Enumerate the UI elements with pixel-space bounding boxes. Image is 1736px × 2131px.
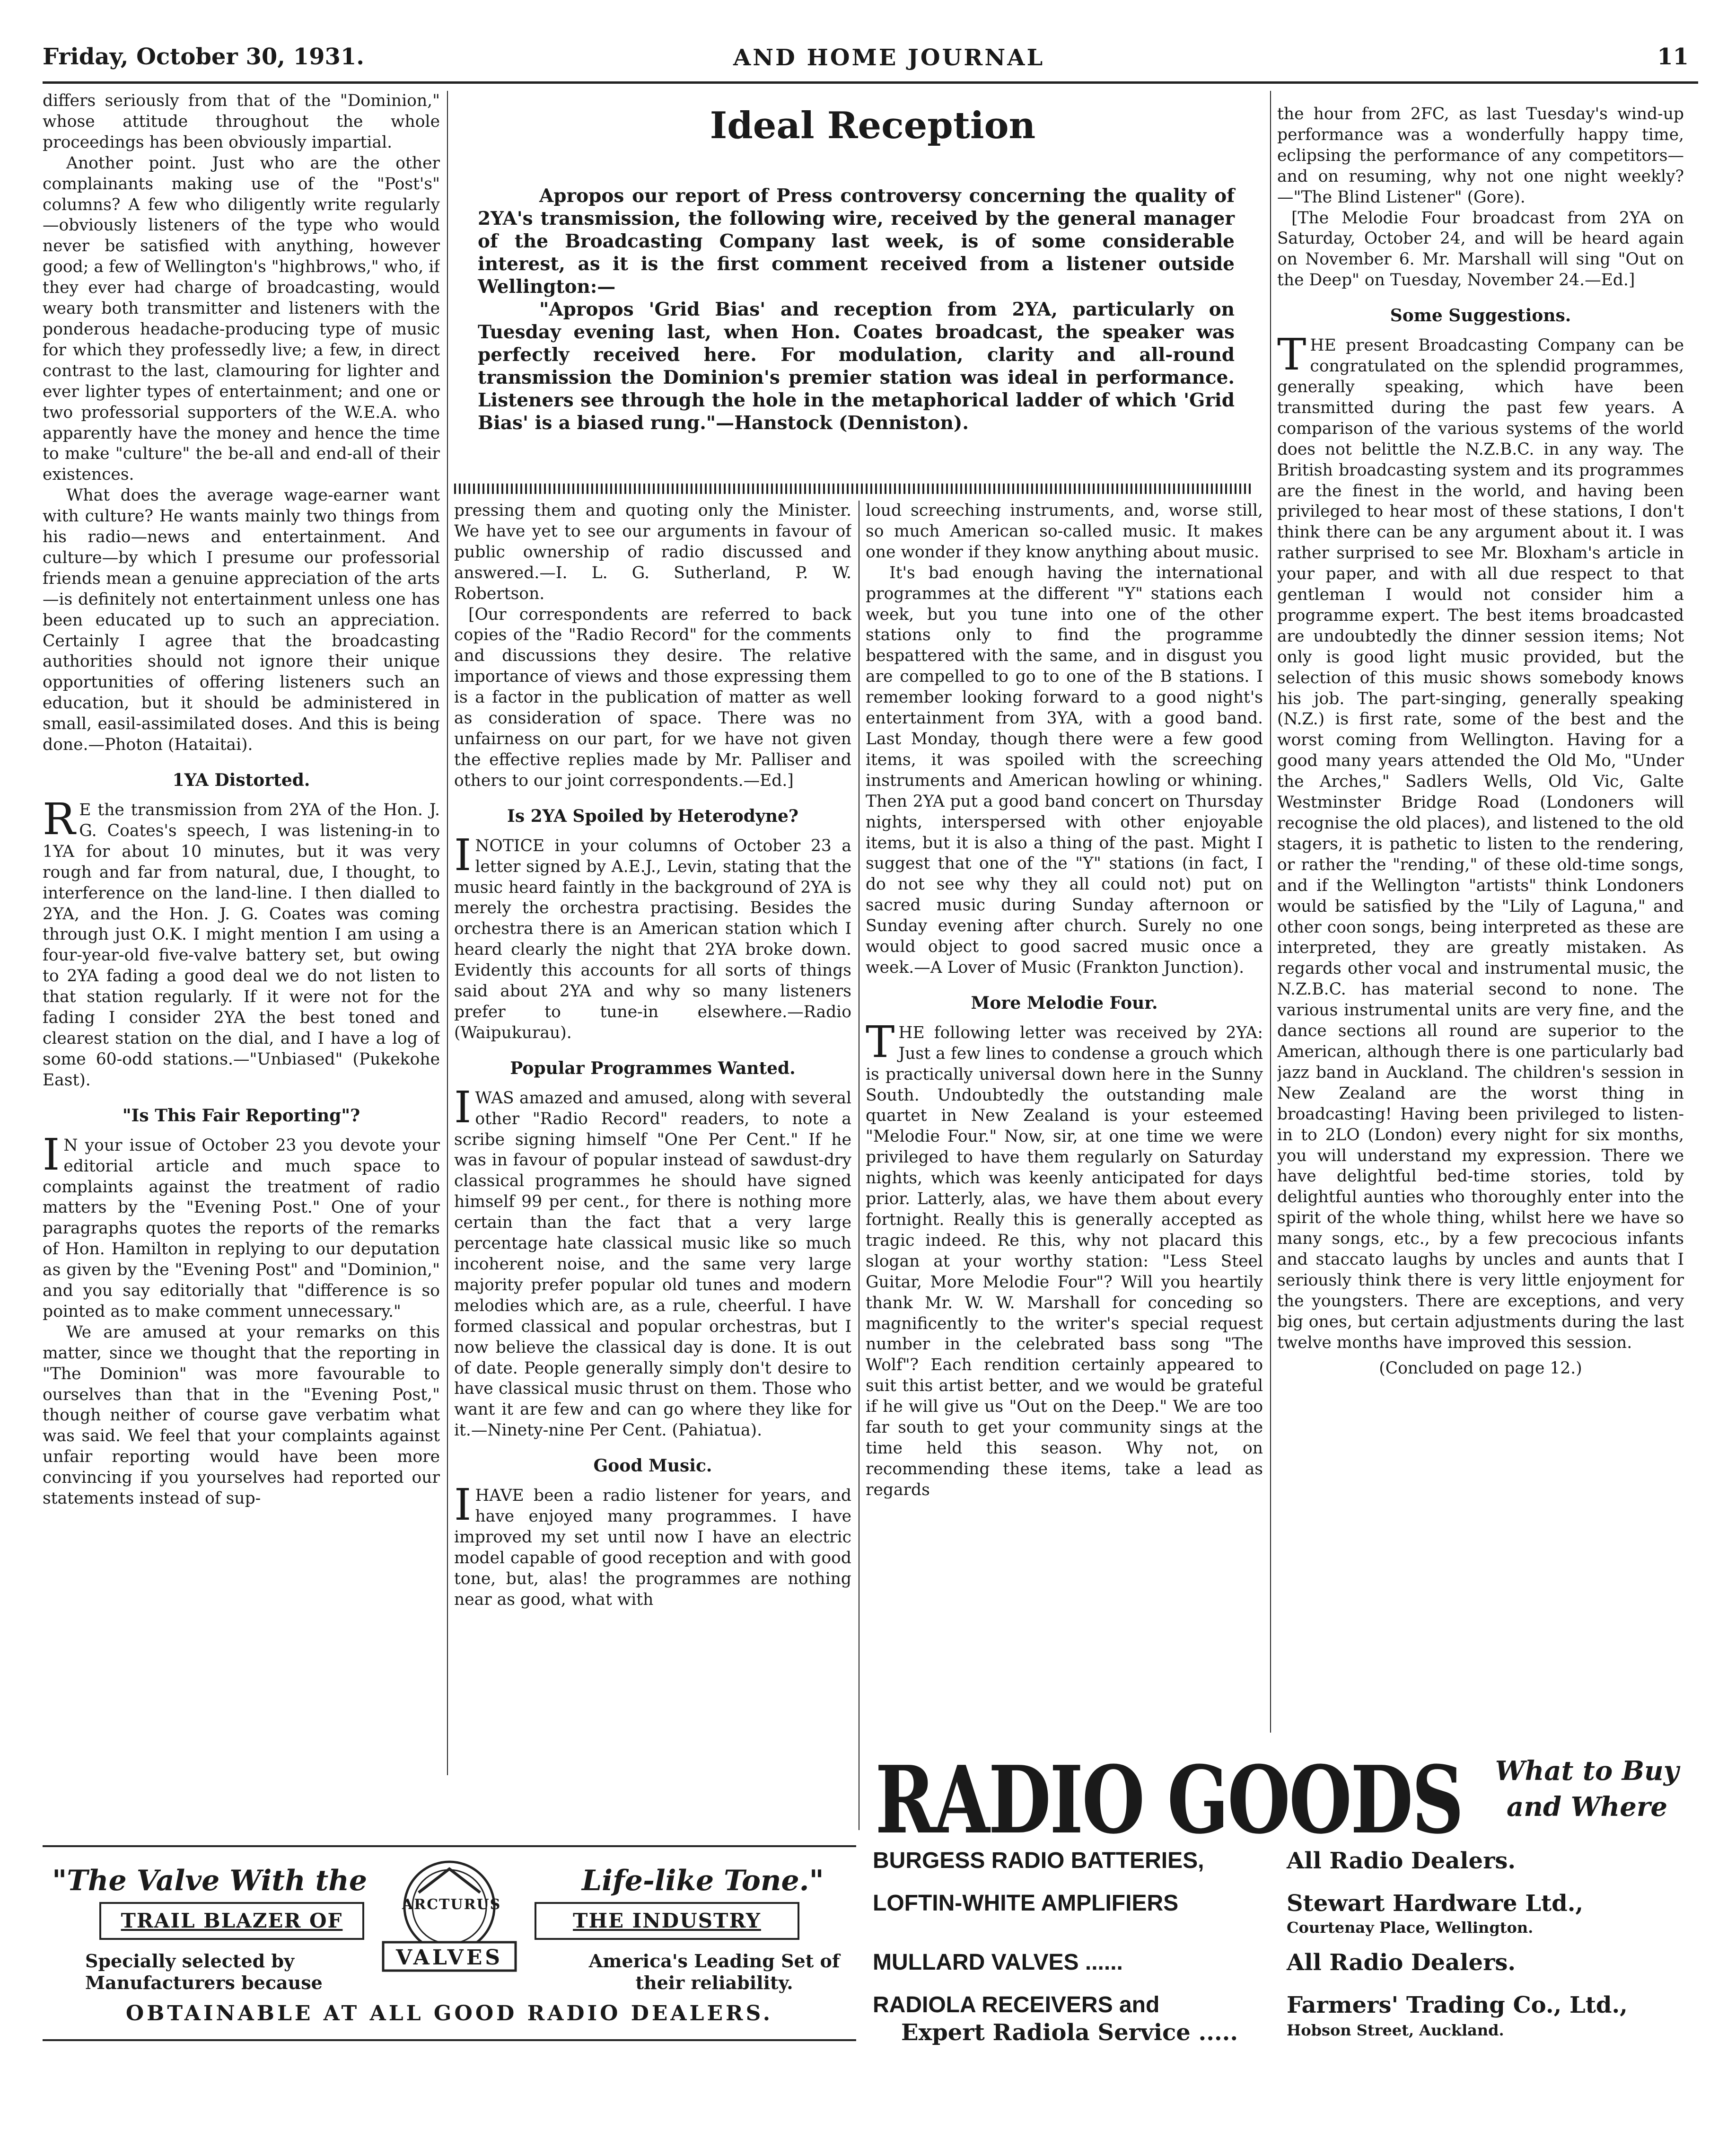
- ad-row-product: RADIOLA RECEIVERS and: [873, 1992, 1160, 2017]
- col1-paragraph: R E the transmission from 2YA of the Hon. J. G. Coates's speech, I was listening-in to 1YA for about 10 minutes, but it was very rough and far from natural, due, I thought, to interference on the land-line. I then dialled to 2YA, and the Hon. J. G. Coates was coming through just O.K. I might mention I am using a four-year-old five-valve battery set, but owing to 2YA fading a good deal we do not listen to that station regularly. If it were not for the fading I consider 2YA the best toned and clearest station on the dial, and I have a log of some 60-odd stations.—"Unbiased" (Pukekohe East).: [43, 794, 440, 1090]
- ad-arcturus: [43, 1845, 856, 2044]
- column-divider: [1270, 91, 1271, 1733]
- header-page-number: 11: [1657, 44, 1689, 70]
- column-4: [1277, 104, 1684, 1732]
- ad-bottom-rule: [43, 2039, 856, 2041]
- header-rule: [43, 81, 1698, 84]
- ad-row-address: Hobson Street, Auckland.: [1287, 2021, 1504, 2039]
- col1-paragraph: What does the average wage-earner want with culture? He wants mainly two things from his radio—news and entertainment. And culture—by which I presume our professorial friends mean a genuine appreciation of the arts—is definitely not entertainment unless one has been educated up to such an appreciation. Certainly I agree that the broadcasting authorities should not ignore their unique opportunities of offering listeners such an education, but it should be administered in small, easil-assimilated doses. And this is being done.—Photon (Hataitai).: [43, 486, 440, 755]
- drop-cap: I: [454, 1479, 472, 1531]
- section-heading-heterodyne: Is 2YA Spoiled by Heterodyne?: [507, 806, 798, 826]
- ad-banner-right: THE INDUSTRY: [535, 1902, 799, 1940]
- ad-footer: OBTAINABLE AT ALL GOOD RADIO DEALERS.: [125, 2001, 773, 2025]
- ad-row-product-2: Expert Radiola Service .....: [901, 2019, 1238, 2046]
- ad-left-text: Specially selected by Manufacturers because: [85, 1950, 323, 1993]
- section-heading-fair-reporting: "Is This Fair Reporting"?: [122, 1105, 360, 1126]
- drop-cap: R: [43, 794, 76, 845]
- col3-paragraph: loud screeching instruments, and, worse still, so much American so-called music. It makes one wonder if they know anything about music.: [866, 501, 1263, 562]
- arcturus-logo-top: ARCTURUS: [402, 1896, 501, 1913]
- column-3: [866, 501, 1263, 1731]
- drop-cap: I: [454, 1082, 472, 1133]
- dotted-divider: [454, 484, 1254, 494]
- col2-editor-note: [Our correspondents are referred to back copies of the "Radio Record" for the comments and discussions they desire. The relative importance of views and those expressing them is a factor in the publication of matter as well as consideration of space. There was no unfairness on our part, for we have not given the effective replies made by Mr. Palliser and others to our joint correspondents.—Ed.]: [454, 605, 851, 790]
- drop-cap: T: [1277, 329, 1306, 380]
- col1-paragraph: Another point. Just who are the other complainants making use of the "Post's" columns? A few who diligently write regularly—obviously listeners of the type who would never be satisfied with anything, however good; a few of Wellington's "highbrows," who, if they ever had charge of broadcasting, would weary both transmitter and listeners with the ponderous headache-producing type of music for which they professedly live; a few, in direct contrast to the last, clamouring for lighter and ever lighter types of entertainment; and one or two professorial supporters of the W.E.A. who apparently have the money and hence the time to make "culture" the be-all and end-all of their existences.: [43, 153, 440, 484]
- arcturus-logo-bottom: VALVES: [395, 1946, 503, 1970]
- col1-paragraph: I N your issue of October 23 you devote your editorial article and much space to complaints against the treatment of radio matters by the "Evening Post." One of your paragraphs quotes the reports of the remarks of Hon. Hamilton in replying to our deputation as given by the "Evening Post" and "Dominion," and you say editorially that "difference is so pointed as to make comment unnecessary.": [43, 1129, 440, 1321]
- section-heading-some-suggestions: Some Suggestions.: [1390, 306, 1571, 326]
- page-header: [43, 34, 1698, 81]
- drop-cap: I: [43, 1129, 60, 1180]
- header-date: Friday, October 30, 1931.: [43, 44, 364, 70]
- ad-row-address: Courtenay Place, Wellington.: [1287, 1919, 1534, 1937]
- col4-paragraph: THE present Broadcasting Company can be congratulated on the splendid programmes, generally speaking, which have been transmitted during the past few years. A comparison of the various systems of the world does not belittle the N.Z.B.C. in any way. The British broadcasting system and its programmes are the finest in the world, and having been privileged to hear most of these stations, I don't think there can be any argument about it. I was rather surprised to see Mr. Bloxham's article in your paper, and with all due respect to that gentleman I would not consider him a programme expert. The best items broadcasted are undoubtedly the dinner session items; Not only is good light music provided, but the selection of this music shows somebody knows his job. The part-singing, generally speaking (N.Z.) is first rate, some of the best and the worst coming from Wellington. Having for a good many years attended the Old Mo, "Under the Arches," Sadlers Wells, Old Vic, Galte Westminster Bridge Road (Londoners will recognise the old places), and listened to the old stagers, it is pathetic to listen to the rendering, or rather the "rending," of these old-time songs, and if the Wellington "artists" think Londoners would be satisfied by the "Lily of Laguna," and other coon songs, being interpreted as these are interpreted, they are greatly mistaken. As regards other vocal and instrumental music, the N.Z.B.C. has material second to none. The various instrumental units are very fine, and the dance sections all round are superior to the American, although there is one particularly bad jazz band in Auckland. The children's session in New Zealand are the worst thing in broadcasting! Having been privileged to listen-in to 2LO (London) every night for six months, you will understand my expression. There we have delightful bed-time stories, told by delightful aunties who thoroughly enter into the spirit of the whole thing, whilst here we have so many songs, etc., by a few precocious infants and staccato laughs by uncles and aunts that I seriously think there is very little enjoyment for the youngsters. There are exceptions, and very big ones, but certain adjustments during the last twelve months have improved this session.: [1277, 329, 1684, 1352]
- section-heading-popular-programmes: Popular Programmes Wanted.: [510, 1058, 796, 1078]
- ad-row-dealer: Farmers' Trading Co., Ltd.,: [1287, 1992, 1628, 2018]
- ad-radio-goods-headline: RADIO GOODS: [875, 1746, 1463, 1855]
- col4-editor-note: [The Melodie Four broadcast from 2YA on Saturday, October 24, and will be heard again on November 6. Mr. Marshall will sing "Out on the Deep" on Tuesday, November 24.—Ed.]: [1277, 208, 1684, 290]
- continued-note: (Concluded on page 12.): [1379, 1358, 1582, 1378]
- col4-paragraph: the hour from 2FC, as last Tuesday's wind-up performance was a wonderfully happy time, eclipsing the performance of any competitors—and on resuming, why not one night weekly?—"The Blind Listener" (Gore).: [1277, 105, 1684, 207]
- col1-paragraph: We are amused at your remarks on this matter, since we thought that the reporting in "The Dominion" was more favourable to ourselves than that in the "Evening Post," though neither of course gave verbatim what was said. We feel that your complaints against unfair reporting would have been more convincing if you yourselves had reported our statements instead of sup-: [43, 1322, 440, 1508]
- column-2: [454, 501, 851, 1835]
- ad-right-text: America's Leading Set of their reliability.: [588, 1950, 840, 1993]
- col2-paragraph: IHAVE been a radio listener for years, and have enjoyed many programmes. I have improved my set until now I have an electric model capable of good reception and with good tone, but, alas! the programmes are nothing near as good, what with: [454, 1479, 851, 1609]
- col3-paragraph: THE following letter was received by 2YA: Just a few lines to condense a grouch which is practically universal down here in the Sunny South. Undoubtedly the outstanding male quartet in New Zealand is your esteemed "Melodie Four." Now, sir, at one time we were privileged to have them regularly on Saturday nights, which was keenly anticipated for days prior. Latterly, alas, we have them about every fortnight. Really this is generally accepted as tragic indeed. Re this, why not placard this slogan at your worthy station: "Less Steel Guitar, More Melodie Four"? Will you heartily thank Mr. W. W. Marshall for conceding so magnificently to the writer's special request number in the celebrated bass song "The Wolf"? Each rendition certainly appeared to suit this artist better, and we would be grateful if he will give us "Out on the Deep." We are too far south to get your community sings at the time held this season. Why not, on recommending these items, take a lead as regards: [866, 1016, 1263, 1499]
- ad-slogan-right: Life-like Tone.": [582, 1864, 824, 1897]
- ad-row-dealer: All Radio Dealers.: [1287, 1949, 1516, 1976]
- article-title-ideal-reception: Ideal Reception: [710, 104, 1036, 147]
- ad-row-dealer: All Radio Dealers.: [1287, 1848, 1516, 1874]
- column-divider: [447, 91, 448, 1775]
- ad-row-dealer: Stewart Hardware Ltd.,: [1287, 1890, 1584, 1917]
- col3-paragraph: It's bad enough having the international programmes at the different "Y" stations each week, but you tune into one of the other stations only to find the programme bespattered with the same, and in disgust you are compelled to go to one of the B stations. I remember looking forward to a good night's entertainment from 3YA, with a good band. Last Monday, though there were a few good items, it was spoiled with the screeching instruments and American howling or whining. Then 2YA put a good band concert on Thursday nights, interspersed with other enjoyable items, but it is also a thing of the past. Might I suggest that one of the "Y" stations (in fact, I do not see why they all could not) put on sacred music during Sunday afternoon or Sunday evening after church. Surely no one would object to good sacred music once a week.—A Lover of Music (Frankton Junction).: [866, 563, 1263, 977]
- ad-banner-left: TRAIL BLAZER OF: [99, 1902, 364, 1940]
- column-1: [43, 91, 440, 1794]
- ad-row-product: BURGESS RADIO BATTERIES,: [873, 1848, 1204, 1873]
- ad-row-product: MULLARD VALVES ......: [873, 1950, 1123, 1975]
- drop-cap: T: [866, 1016, 895, 1067]
- ideal-intro: Apropos our report of Press controversy concerning the quality of 2YA's transmission, the following wire, received by the general manager of the Broadcasting Company last week, is of some considerable interest, as it is the first comment received from a listener outside Wellington:—: [478, 185, 1235, 298]
- section-heading-1ya-distorted: 1YA Distorted.: [172, 770, 310, 790]
- ideal-quote: "Apropos 'Grid Bias' and reception from 2YA, particularly on Tuesday evening last, when Hon. Coates broadcast, the speaker was perfectly received here. For modulation, clarity and all-round transmission the Dominion's premier station was ideal in performance. Listeners see through the hole in the metaphorical ladder of which 'Grid Bias' is a biased rung."—Hanstock (Denniston).: [478, 299, 1235, 434]
- col2-paragraph: pressing them and quoting only the Minister. We have yet to see our arguments in favour of public ownership of radio discussed and answered.—I. L. G. Sutherland, P. W. Robertson.: [454, 501, 851, 603]
- ad-radio-goods-tagline: What to Buy and Where: [1495, 1755, 1679, 1823]
- ideal-reception-body: [478, 185, 1235, 434]
- col2-paragraph: IWAS amazed and amused, along with several other "Radio Record" readers, to note a scribe signing himself "One Per Cent." If he was in favour of popular instead of sawdust-dry classical programmes he should have signed himself 99 per cent., for there is nothing more certain than the fact that a very large percentage hate classical music like so much incoherent noise, and the same very large majority prefer popular old tunes and modern melodies which are, as a rule, cheerful. I have formed classical and popular orchestras, but I now believe the classical day is done. It is out of date. People generally simply don't desire to have classical music thrust on them. Those who want it are few and can go where they like for it.—Ninety-nine Per Cent. (Pahiatua).: [454, 1082, 851, 1440]
- col1-paragraph: differs seriously from that of the "Dominion," whose attitude throughout the whole proceedings has been obviously impartial.: [43, 91, 440, 152]
- ad-top-rule: [43, 1845, 856, 1847]
- col2-paragraph: INOTICE in your columns of October 23 a letter signed by A.E.J., Levin, stating that the music heard faintly in the background of 2YA is merely the orchestra practising. Besides the orchestra there is an American station which I heard clearly the night that 2YA broke down. Evidently this accounts for all sorts of things said about 2YA and why so many listeners prefer to tune-in elsewhere.—Radio (Waipukurau).: [454, 829, 851, 1042]
- header-journal-title: AND HOME JOURNAL: [733, 44, 1045, 71]
- section-heading-good-music: Good Music.: [593, 1456, 712, 1476]
- ad-slogan-left: "The Valve With the: [52, 1864, 368, 1897]
- section-heading-more-melodie-four: More Melodie Four.: [971, 993, 1158, 1013]
- drop-cap: I: [454, 829, 472, 881]
- ad-row-product: LOFTIN-WHITE AMPLIFIERS: [873, 1891, 1179, 1916]
